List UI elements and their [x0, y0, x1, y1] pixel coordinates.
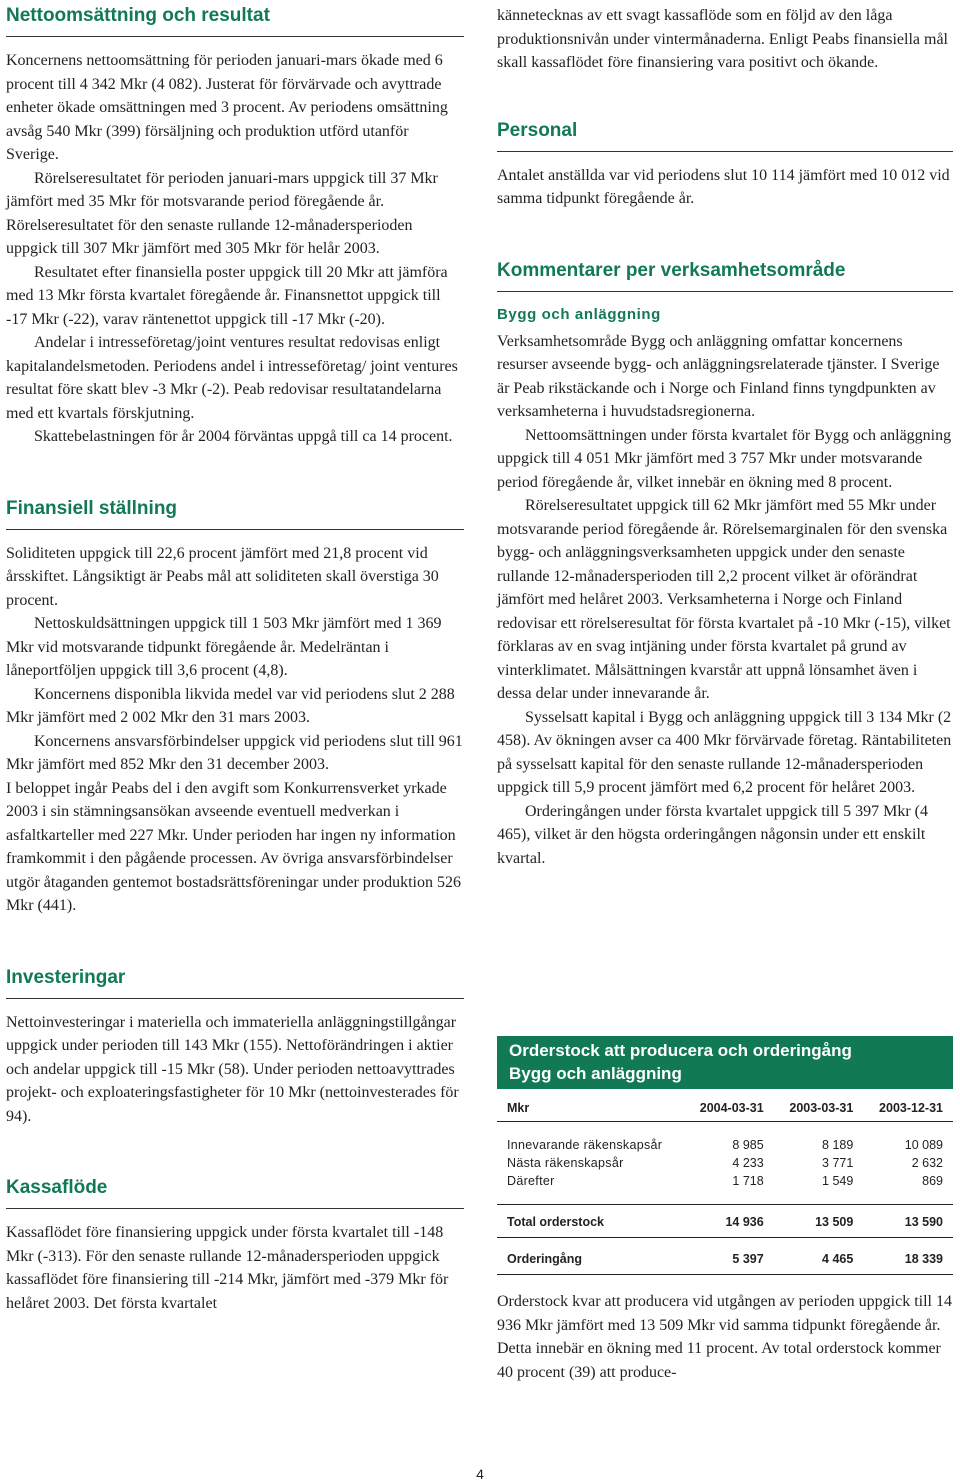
table-title-bar: [497, 1036, 953, 1089]
section-cash-flow: [6, 1172, 464, 1315]
table-header-row: [497, 1089, 953, 1122]
heading-financial-position: Finansiell ställning: [6, 493, 464, 530]
section-segment-comments: [497, 255, 953, 871]
paragraph: Koncernens ansvarsförbindelser uppgick vid periodens slut till 961 Mkr jämfört med 852 Mkr den 31 december 2003.: [6, 732, 463, 773]
heading-net-sales: Nettoomsättning och resultat: [6, 0, 464, 37]
paragraph: Rörelseresultatet för perioden januari-mars uppgick till 37 Mkr jämfört med 35 Mkr för motsvarande period föregående år. Rörelseresultatet för den senaste rullande 12-månadersperioden uppgick till 307 Mkr jämfört med 305 Mkr för helår 2003.: [6, 169, 438, 257]
heading-cash-flow: Kassaflöde: [6, 1172, 464, 1209]
paragraph: Koncernens disponibla likvida medel var vid periodens slut 2 288 Mkr jämfört med 2 002 Mkr den 31 mars 2003.: [6, 685, 455, 726]
order-stock-table-box: [497, 1036, 953, 1275]
table-cell: 13 509: [774, 1205, 864, 1238]
paragraph: Nettoinvesteringar i materiella och immateriella anläggningstillgångar uppgick under perioden till 143 Mkr (155). Nettoförändringen i aktier och andelar uppgick till -15 Mkr (58). Under perioden nettoavyttrades projekt- och exploateringsfastigheter för 10 Mkr (nettoinvesterades för 94).: [6, 1013, 459, 1125]
paragraph: Koncernens nettoomsättning för perioden januari-mars ökade med 6 procent till 4 342 Mkr (4 082). Justerat för förvärvade och avyttrade enheter ökade omsättningen med 3 procent. Av periodens omsättning avsåg 540 Mkr (399) försäljning och produktion utförd utanför Sverige.: [6, 52, 448, 163]
paragraph: Nettoomsättningen under första kvartalet för Bygg och anläggning uppgick till 4 051 Mkr jämfört med 3 757 Mkr under motsvarande period föregående år, vilket innebär en ökning med 8 procent.: [497, 426, 952, 491]
section-financial-position: [6, 493, 464, 918]
paragraph: Kassaflödet före finansiering uppgick under första kvartalet till -148 Mkr (-313). För den senaste rullande 12-månadersperioden uppgick kassaflödet före finansiering till -214 Mkr, jämfört med -379 Mkr för helåret 2003. Det första kvartalet: [6, 1224, 449, 1312]
paragraph: Rörelseresultatet uppgick till 62 Mkr jämfört med 55 Mkr under motsvarande period föregående år. Rörelsemarginalen för den svenska bygg- och anläggningsverksamheten uppgick under den senaste rullande 12-månadersperioden till 2,2 procent vilket är oförändrat jämfört med helåret 2003. Verksamheterna i Norge och Finland redovisar ett rörelseresultat för första kvartalet på -10 Mkr (-15), vilket förklaras av en svag intjäning under första kvartalet på grund av vinterklimatet. Målsättningen kvarstår att uppnå lönsamhet även i dessa delar under innevarande år.: [497, 497, 951, 702]
order-stock-table: [497, 1089, 953, 1275]
table-cell: 1 718: [732, 1174, 764, 1188]
table-cell: 10 089: [904, 1138, 943, 1152]
spacer-row: [497, 1190, 953, 1205]
order-intake-row: [497, 1238, 953, 1275]
heading-segment-comments: Kommentarer per verksamhetsområde: [497, 255, 953, 292]
paragraph: Resultatet efter finansiella poster uppgick till 20 Mkr att jämföra med 13 Mkr första kvartalet föregående år. Finansnettot uppgick till -17 Mkr (-22), varav räntenettot uppgick till -17 Mkr (-20).: [6, 263, 448, 328]
table-header: 2003-03-31: [774, 1089, 864, 1122]
table-cell: 4 233: [732, 1156, 764, 1170]
row-label: Därefter: [507, 1174, 555, 1188]
table-cell: 2 632: [911, 1156, 943, 1170]
table-cell: 3 771: [822, 1156, 854, 1170]
table-header: 2003-12-31: [863, 1089, 953, 1122]
paragraph: Verksamhetsområde Bygg och anläggning omfattar koncernens resurser avseende bygg- och anläggningsrelaterade tjänster. I Sverige är Peab rikstäckande och i Norge och Finland finns tyngdpunkten av verksamheterna i huvudstadsregionerna.: [497, 332, 940, 420]
total-row: [497, 1205, 953, 1238]
paragraph: I beloppet ingår Peabs del i den avgift som Konkurrensverket yrkade 2003 i sin stämningsansökan avseende eventuell medverkan i asfaltkarteller med 227 Mkr. Under perioden har ingen ny information framkommit i den pågående processen. Av övriga ansvarsförbindelser utgör åtaganden gentemot bostadsrättsföreningar under produktion 526 Mkr (441).: [6, 779, 461, 914]
section-personnel: [497, 115, 953, 211]
table-cell: 13 590: [863, 1205, 953, 1238]
table-header: 2004-03-31: [684, 1089, 774, 1122]
order-stock-commentary: [497, 1290, 953, 1384]
table-cell: 4 465: [774, 1238, 864, 1275]
table-cell: 8 189: [822, 1138, 854, 1152]
table-cell: 14 936: [684, 1205, 774, 1238]
section-investments: [6, 962, 464, 1129]
paragraph: Orderstock kvar att producera vid utgången av perioden uppgick till 14 936 Mkr jämfört med 13 509 Mkr vid samma tidpunkt föregående år. Detta innebär en ökning med 11 procent. Av total orderstock kommer 40 procent (39) att produce-: [497, 1293, 952, 1381]
table-subtitle: Bygg och anläggning: [509, 1064, 682, 1083]
table-row: [497, 1172, 953, 1190]
row-label: Orderingång: [497, 1238, 684, 1275]
left-column: [6, 0, 464, 1315]
row-label: Total orderstock: [497, 1205, 684, 1238]
table-cell: 18 339: [863, 1238, 953, 1275]
heading-personnel: Personal: [497, 115, 953, 152]
paragraph: Skattebelastningen för år 2004 förväntas uppgå till ca 14 procent.: [34, 428, 453, 445]
table-cell: 869: [922, 1174, 943, 1188]
table-header: Mkr: [497, 1089, 684, 1122]
row-label: Innevarande räkenskapsår: [507, 1138, 663, 1152]
table-cell: 5 397: [684, 1238, 774, 1275]
table-title: Orderstock att producera och orderingång: [509, 1041, 852, 1060]
row-label: Nästa räkenskapsår: [507, 1156, 624, 1170]
paragraph: Orderingången under första kvartalet uppgick till 5 397 Mkr (4 465), vilket är den högsta orderingången någonsin under ett enskilt kvartal.: [497, 802, 928, 867]
paragraph-continued: kännetecknas av ett svagt kassaflöde som en följd av den låga produktionsnivån under vintermånaderna. Enligt Peabs finansiella mål skall kassaflödet före finansiering vara positivt och ökande.: [497, 7, 948, 71]
table-cell: 8 985: [732, 1138, 764, 1152]
paragraph: Andelar i intresseföretag/joint ventures resultat redovisas enligt kapitalandelsmetoden. Periodens andel i intresseföretag/ joint ventures resultat före skatt blev -3 Mkr (-2). Peab redovisar resultatandelarna med ett kvartals förskjutning.: [6, 334, 458, 422]
page-number: 4: [476, 1466, 484, 1482]
spacer-row: [497, 1122, 953, 1137]
paragraph: Soliditeten uppgick till 22,6 procent jämfört med 21,8 procent vid årsskiftet. Långsiktigt är Peabs mål att soliditeten skall överstiga 30 procent.: [6, 544, 439, 609]
paragraph: Antalet anställda var vid periodens slut 10 114 jämfört med 10 012 vid samma tidpunkt föregående år.: [497, 166, 950, 207]
subheading-construction: Bygg och anläggning: [497, 305, 661, 323]
table-row: [497, 1136, 953, 1154]
table-cell: 1 549: [822, 1174, 854, 1188]
right-column: [497, 0, 953, 870]
table-row: [497, 1154, 953, 1172]
paragraph: Nettoskuldsättningen uppgick till 1 503 Mkr jämfört med 1 369 Mkr vid motsvarande tidpunkt föregående år. Medelräntan i låneportföljen uppgick till 3,6 procent (4,8).: [6, 615, 442, 679]
heading-investments: Investeringar: [6, 962, 464, 999]
section-net-sales: [6, 0, 464, 449]
paragraph: Sysselsatt kapital i Bygg och anläggning uppgick till 3 134 Mkr (2 458). Av ökningen avser ca 400 Mkr förvärvade företag. Räntabiliteten på sysselsatt kapital för den senaste rullande 12-månadersperioden uppgick till 5,9 procent jämfört med 6,2 procent för helåret 2003.: [497, 708, 952, 796]
